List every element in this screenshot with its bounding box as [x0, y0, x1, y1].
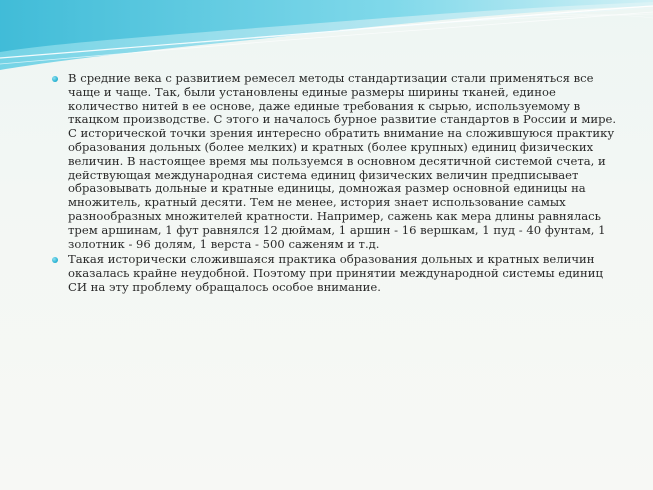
- header-wave-decoration: [0, 0, 653, 80]
- bullet-dot-icon: [52, 76, 58, 82]
- bullet-text: Такая исторически сложившаяся практика образования дольных и кратных величин оказалась крайне неудобной. Поэтому при принятии международной системы единиц СИ на эту проблему обращалось особое внимание.: [68, 252, 603, 294]
- slide-body: [52, 72, 622, 297]
- bullet-item-2: [52, 253, 622, 294]
- bullet-item-1: [52, 72, 622, 251]
- bullet-text: В средние века с развитием ремесел методы стандартизации стали применяться все чаще и чаще. Так, были установлены единые размеры ширины тканей, единое количество нитей в ее основе, даже единые требования к сырью, используемому в ткацком производстве. С этого и началось бурное развитие стандартов в России и мире. С исторической точки зрения интересно обратить внимание на сложившуюся практику образования дольных (более мелких) и кратных (более крупных) единиц физических величин. В настоящее время мы пользуемся в основном десятичной системой счета, и действующая международная система единиц физических величин предписывает образовывать дольные и кратные единицы, домножая размер основной единицы на множитель, кратный десяти. Тем не менее, история знает использование самых разнообразных множителей кратности. Например, сажень как мера длины равнялась трем аршинам, 1 фут равнялся 12 дюймам, 1 аршин - 16 вершкам, 1 пуд - 40 фунтам, 1 золотник - 96 долям, 1 верста - 500 саженям и т.д.: [68, 71, 617, 251]
- bullet-dot-icon: [52, 257, 58, 263]
